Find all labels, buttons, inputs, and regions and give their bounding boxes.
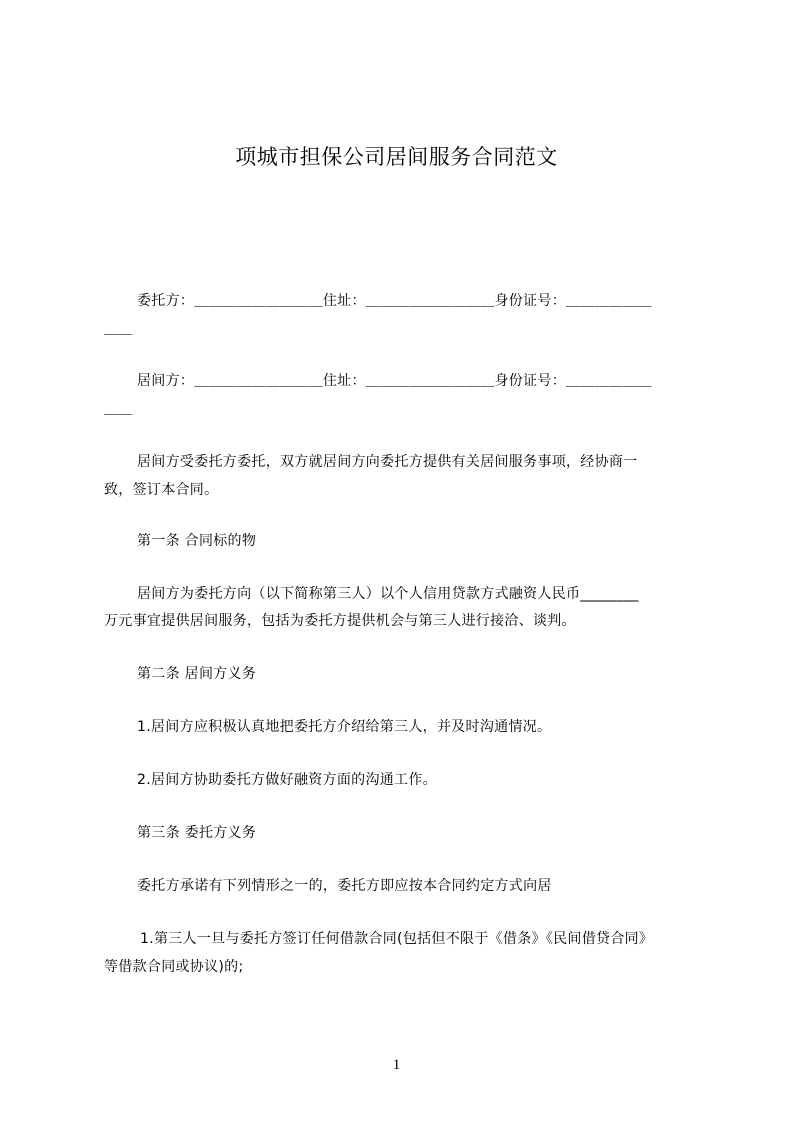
page-number: 1 [392, 1057, 401, 1073]
party-b-line: 居间方：＿＿＿＿＿＿＿＿＿住址：＿＿＿＿＿＿＿＿＿身份证号：＿＿＿＿＿＿ [137, 373, 652, 389]
article-2-heading: 第二条 居间方义务 [137, 666, 257, 682]
party-a-line: 委托方：＿＿＿＿＿＿＿＿＿住址：＿＿＿＿＿＿＿＿＿身份证号：＿＿＿＿＿＿ [137, 293, 652, 309]
intro-paragraph-line-1: 居间方受委托方委托，双方就居间方向委托方提供有关居间服务事项，经协商一 [137, 454, 638, 470]
article-3-item-1-line-2: 等借款合同或协议)的; [104, 959, 244, 975]
intro-paragraph-line-2: 致，签订本合同。 [104, 482, 219, 498]
article-1-body-line-1: 居间方为委托方向（以下简称第三人）以个人信用贷款方式融资人民币________ [137, 586, 639, 602]
article-1-body-line-2: 万元事宜提供居间服务，包括为委托方提供机会与第三人进行接洽、谈判。 [104, 613, 576, 629]
article-3-item-1-line-1: 1.第三人一旦与委托方签订任何借款合同(包括但不限于《借条》《民间借贷合同》 [140, 931, 654, 947]
article-2-item-1: 1.居间方应积极认真地把委托方介绍给第三人，并及时沟通情况。 [137, 719, 552, 735]
document-title: 项城市担保公司居间服务合同范文 [235, 145, 558, 169]
article-2-item-2: 2.居间方协助委托方做好融资方面的沟通工作。 [137, 772, 437, 788]
article-3-heading: 第三条 委托方义务 [137, 825, 257, 841]
article-1-heading: 第一条 合同标的物 [137, 533, 257, 549]
party-b-line-continued: ＿＿ [104, 401, 133, 417]
article-3-body: 委托方承诺有下列情形之一的，委托方即应按本合同约定方式向居 [137, 878, 552, 894]
party-a-line-continued: ＿＿ [104, 321, 133, 337]
